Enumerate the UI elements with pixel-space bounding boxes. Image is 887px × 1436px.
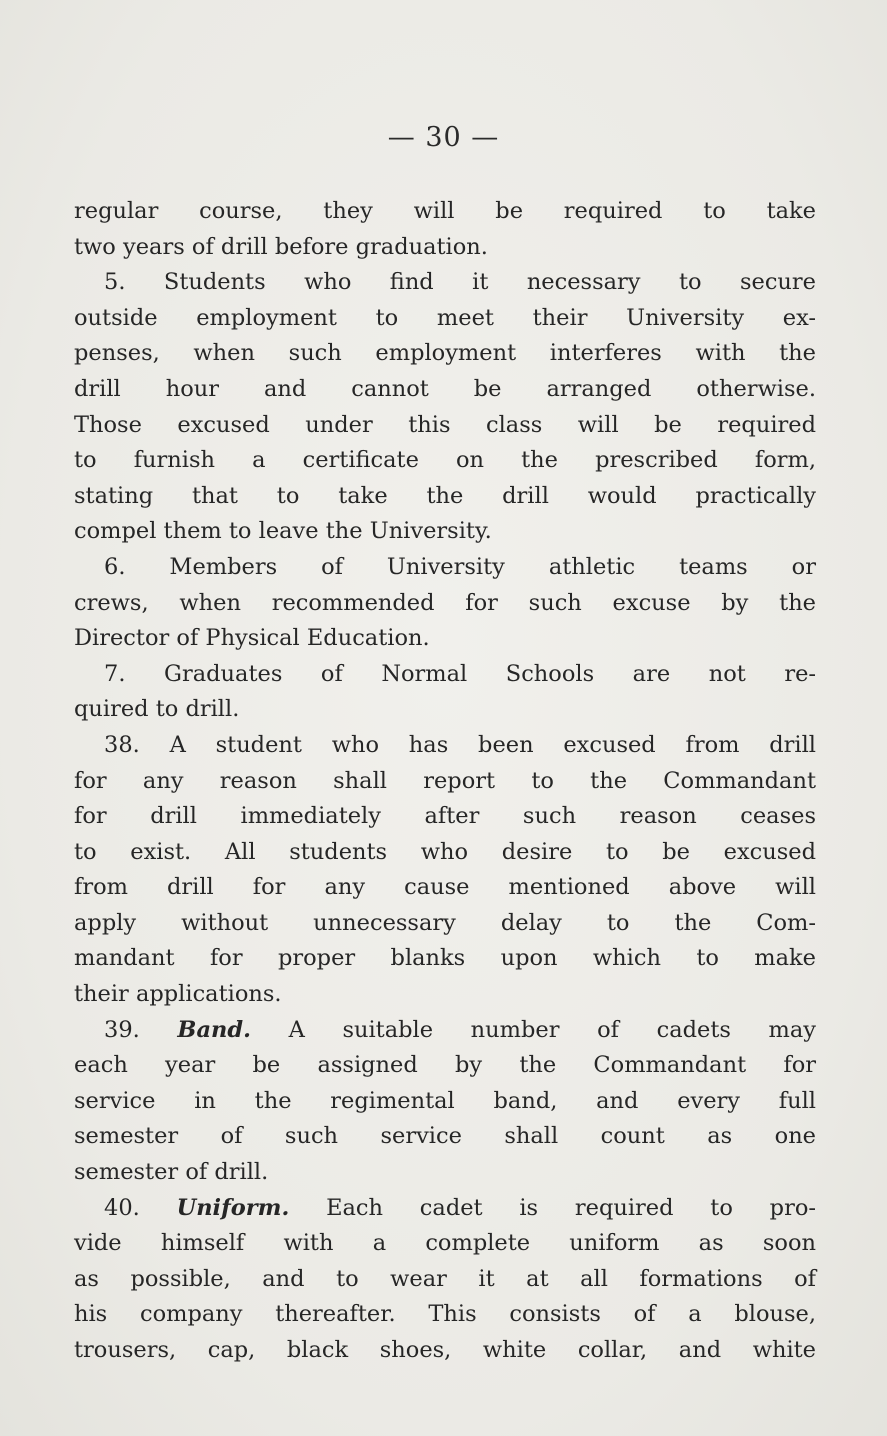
text-line: Director of Physical Education. bbox=[74, 625, 430, 652]
text-line: to furnish a certificate on the prescribed form, bbox=[74, 447, 816, 474]
text-line: their applications. bbox=[74, 981, 282, 1008]
text-line: for drill immediately after such reason ceases bbox=[74, 803, 816, 830]
text-line: semester of drill. bbox=[74, 1159, 269, 1186]
text-line: vide himself with a complete uniform as soon bbox=[74, 1230, 816, 1257]
body-text bbox=[74, 194, 816, 1369]
text-line: semester of such service shall count as one bbox=[74, 1123, 816, 1150]
text-line: stating that to take the drill would practically bbox=[74, 482, 816, 509]
section-text: Each cadet is required to pro- bbox=[289, 1194, 816, 1221]
text-line: 7. Graduates of Normal Schools are not re- bbox=[104, 660, 816, 687]
section-heading: Uniform. bbox=[176, 1194, 290, 1221]
text-line: apply without unnecessary delay to the Com- bbox=[74, 909, 816, 936]
text-line: mandant for proper blanks upon which to make bbox=[74, 945, 816, 972]
text-line bbox=[74, 1191, 816, 1227]
text-line: Those excused under this class will be required bbox=[74, 411, 816, 438]
text-line: his company thereafter. This consists of a blouse, bbox=[74, 1301, 816, 1328]
text-line: two years of drill before graduation. bbox=[74, 233, 488, 260]
text-line: 38. A student who has been excused from drill bbox=[104, 731, 816, 758]
section-number: 39. bbox=[104, 1016, 178, 1043]
text-line: 6. Members of University athletic teams or bbox=[104, 553, 816, 580]
text-line: drill hour and cannot be arranged otherwise. bbox=[74, 375, 816, 402]
text-line: from drill for any cause mentioned above will bbox=[74, 874, 816, 901]
text-line: each year be assigned by the Commandant for bbox=[74, 1052, 816, 1079]
text-line: trousers, cap, black shoes, white collar, and white bbox=[74, 1337, 816, 1363]
text-line: for any reason shall report to the Commandant bbox=[74, 767, 816, 794]
section-heading: Band. bbox=[177, 1016, 251, 1043]
text-line: regular course, they will be required to take bbox=[74, 198, 816, 224]
page-number: — 30 — bbox=[387, 122, 500, 153]
section-number: 40. bbox=[104, 1194, 177, 1221]
text-line bbox=[74, 1013, 816, 1049]
text-line: as possible, and to wear it at all formations of bbox=[74, 1265, 816, 1292]
text-line: quired to drill. bbox=[74, 696, 240, 723]
section-text: A suitable number of cadets may bbox=[250, 1016, 817, 1043]
text-line: 5. Students who find it necessary to secure bbox=[104, 269, 816, 296]
text-line: outside employment to meet their University ex- bbox=[74, 304, 816, 331]
text-line: to exist. All students who desire to be excused bbox=[74, 838, 816, 865]
text-line: penses, when such employment interferes with the bbox=[74, 340, 816, 367]
text-line: crews, when recommended for such excuse by the bbox=[74, 589, 816, 616]
text-line: compel them to leave the University. bbox=[74, 518, 492, 545]
text-line: service in the regimental band, and every full bbox=[74, 1087, 816, 1114]
